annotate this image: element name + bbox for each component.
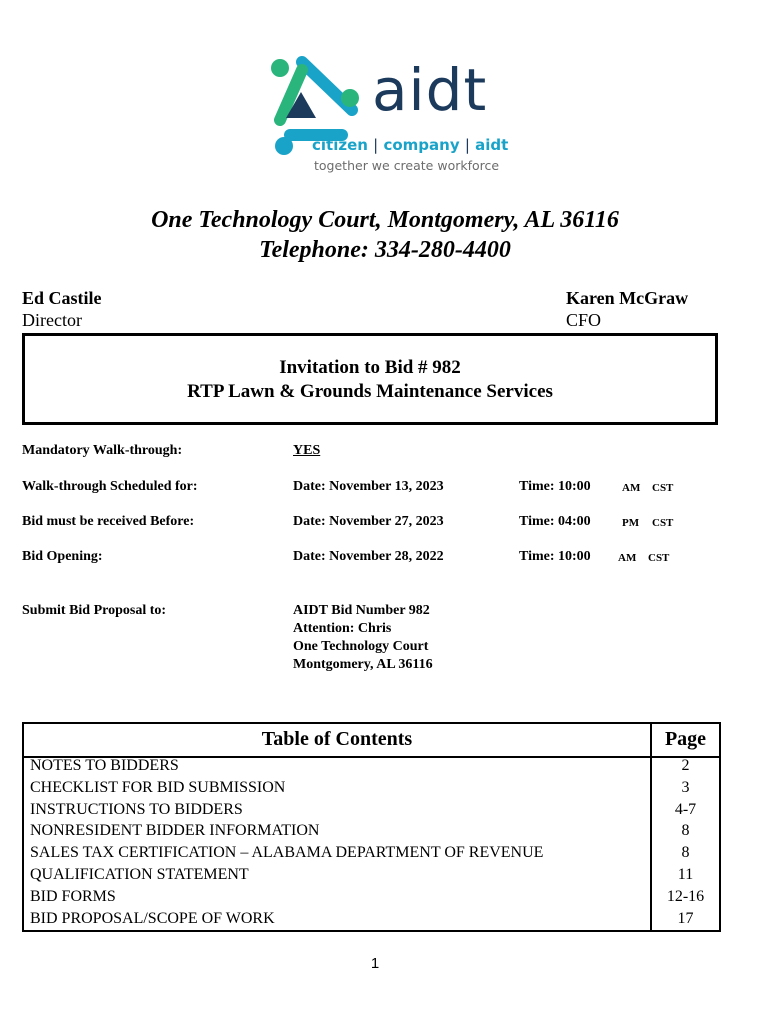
toc-item: NONRESIDENT BIDDER INFORMATION bbox=[30, 822, 320, 840]
schedule-label: Walk-through Scheduled for: bbox=[22, 479, 198, 494]
director-name: Ed Castile bbox=[22, 288, 102, 308]
tagline-company: company bbox=[383, 136, 460, 154]
cfo-name: Karen McGraw bbox=[566, 288, 689, 308]
submit-line-1: AIDT Bid Number 982 bbox=[293, 603, 430, 618]
submit-line-4: Montgomery, AL 36116 bbox=[293, 657, 433, 672]
submit-label: Submit Bid Proposal to: bbox=[22, 603, 167, 618]
toc-page: 8 bbox=[681, 822, 690, 840]
toc-item: SALES TAX CERTIFICATION – ALABAMA DEPARTMENT OF REVENUE bbox=[30, 844, 544, 862]
toc-pages-column bbox=[652, 724, 719, 930]
toc-page: 4-7 bbox=[674, 800, 697, 818]
toc-page: 8 bbox=[681, 844, 690, 862]
bid-title-box bbox=[22, 333, 718, 425]
toc-item: QUALIFICATION STATEMENT bbox=[30, 866, 249, 883]
deadline-tz: CST bbox=[652, 517, 674, 529]
toc-page: 3 bbox=[681, 778, 690, 796]
deadline-label: Bid must be received Before: bbox=[22, 514, 195, 529]
toc-page: 11 bbox=[677, 866, 694, 883]
deadline-time: Time: 04:00 bbox=[519, 514, 591, 529]
tagline-separator: | bbox=[373, 136, 379, 154]
toc-item: NOTES TO BIDDERS bbox=[30, 757, 179, 774]
walkthrough-label: Mandatory Walk-through: bbox=[22, 443, 183, 458]
walkthrough-value: YES bbox=[293, 443, 321, 458]
schedule-ampm: AM bbox=[622, 482, 641, 494]
opening-tz: CST bbox=[648, 552, 670, 564]
table-of-contents bbox=[22, 722, 721, 932]
tagline-separator: | bbox=[464, 136, 470, 154]
page-number: 1 bbox=[370, 955, 380, 972]
deadline-date: Date: November 27, 2023 bbox=[293, 514, 444, 529]
toc-title: Table of Contents bbox=[24, 724, 650, 758]
aidt-logo bbox=[262, 50, 512, 180]
toc-page-header: Page bbox=[652, 724, 719, 758]
address-line: One Technology Court, Montgomery, AL 36116 bbox=[151, 207, 619, 233]
opening-ampm: AM bbox=[618, 552, 637, 564]
tagline-aidt: aidt bbox=[475, 136, 509, 154]
bid-title: RTP Lawn & Grounds Maintenance Services bbox=[187, 381, 553, 402]
logo-tagline bbox=[312, 136, 508, 154]
submit-line-3: One Technology Court bbox=[293, 639, 429, 654]
opening-label: Bid Opening: bbox=[22, 549, 103, 564]
toc-item: INSTRUCTIONS TO BIDDERS bbox=[30, 800, 243, 818]
deadline-ampm: PM bbox=[622, 517, 640, 529]
toc-sections-column bbox=[24, 724, 652, 930]
opening-time: Time: 10:00 bbox=[519, 549, 591, 564]
schedule-date: Date: November 13, 2023 bbox=[293, 479, 444, 494]
toc-page: 12-16 bbox=[666, 887, 705, 905]
cfo-title: CFO bbox=[566, 310, 602, 330]
toc-item: BID FORMS bbox=[30, 887, 116, 905]
schedule-time: Time: 10:00 bbox=[519, 479, 591, 494]
telephone-line: Telephone: 334-280-4400 bbox=[259, 237, 511, 263]
bid-number: Invitation to Bid # 982 bbox=[279, 357, 461, 378]
logo-wordmark: aidt bbox=[372, 56, 488, 124]
toc-page: 17 bbox=[677, 909, 694, 927]
submit-line-2: Attention: Chris bbox=[293, 621, 392, 636]
schedule-tz: CST bbox=[652, 482, 674, 494]
tagline-citizen: citizen bbox=[312, 136, 368, 154]
director-title: Director bbox=[22, 310, 82, 330]
logo-subtagline: together we create workforce bbox=[314, 158, 500, 173]
toc-item: BID PROPOSAL/SCOPE OF WORK bbox=[30, 909, 275, 927]
toc-page: 2 bbox=[681, 757, 690, 774]
toc-item: CHECKLIST FOR BID SUBMISSION bbox=[30, 778, 286, 796]
opening-date: Date: November 28, 2022 bbox=[293, 549, 444, 564]
